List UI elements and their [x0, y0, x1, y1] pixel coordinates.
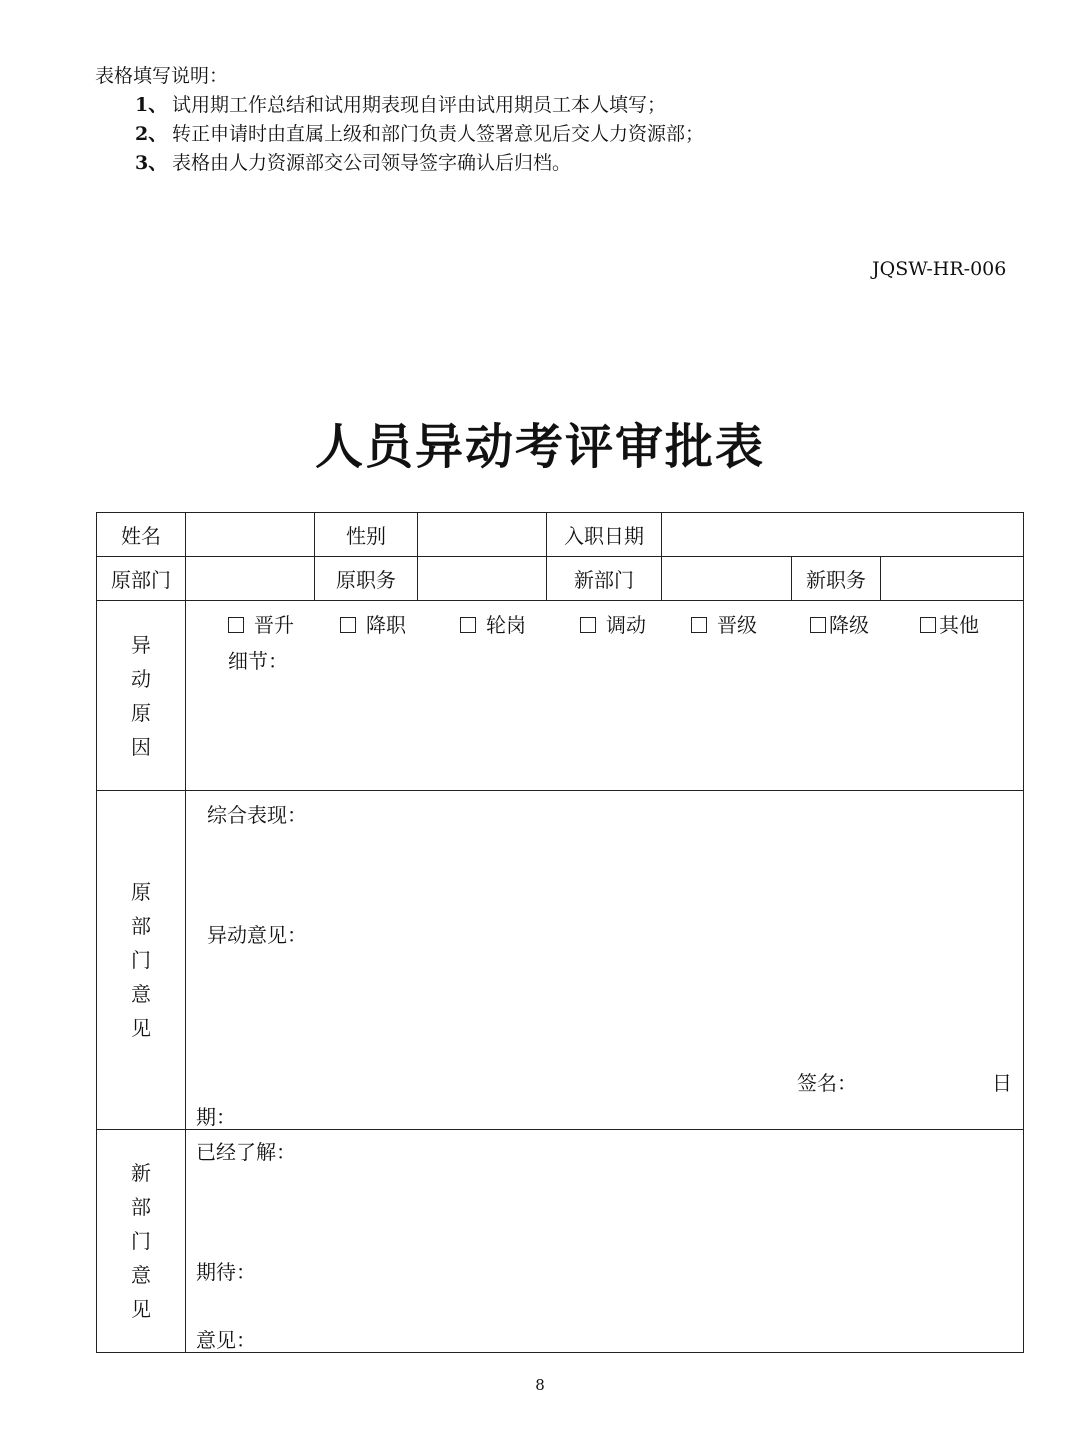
option-rotation[interactable]: 轮岗 — [460, 609, 526, 638]
option-grade-up[interactable]: 晋级 — [691, 609, 757, 638]
checkbox-icon[interactable] — [691, 617, 707, 633]
transfer-opinion-label: 异动意见： — [207, 923, 307, 947]
hire-date-label: 入职日期 — [547, 513, 662, 557]
instruction-text: 表格由人力资源部交公司领导签字确认后归档。 — [172, 152, 572, 174]
form-title: 人员异动考评审批表 — [314, 419, 765, 475]
instruction-number: 1、 — [135, 94, 168, 116]
checkbox-icon[interactable] — [810, 617, 826, 633]
orig-dept-field[interactable] — [186, 557, 315, 601]
orig-pos-field[interactable] — [418, 557, 547, 601]
instructions — [95, 62, 704, 178]
expectation-label: 期待： — [196, 1260, 256, 1284]
reason-cell[interactable] — [186, 601, 1024, 791]
gender-field[interactable] — [418, 513, 547, 557]
gender-label: 性别 — [315, 513, 418, 557]
option-promotion[interactable]: 晋升 — [228, 609, 294, 638]
instruction-text: 转正申请时由直属上级和部门负责人签署意见后交人力资源部； — [172, 123, 705, 145]
hire-date-field[interactable] — [662, 513, 1024, 557]
new-pos-label: 新职务 — [792, 557, 881, 601]
instruction-item — [95, 149, 704, 178]
instructions-title: 表格填写说明： — [95, 65, 229, 87]
new-dept-field[interactable] — [662, 557, 792, 601]
option-other[interactable]: 其他 — [920, 609, 979, 638]
checkbox-icon[interactable] — [460, 617, 476, 633]
orig-dept-label: 原部门 — [97, 557, 186, 601]
new-opinion-cell[interactable] — [186, 1130, 1024, 1353]
orig-opinion-label: 原 部 门 意 见 — [97, 791, 186, 1130]
option-transfer[interactable]: 调动 — [580, 609, 646, 638]
document-code: JQSW-HR-006 — [872, 258, 1007, 280]
instruction-text: 试用期工作总结和试用期表现自评由试用期员工本人填写； — [172, 94, 667, 116]
form-table — [96, 512, 1024, 1353]
approval-form — [96, 512, 1023, 1351]
name-label: 姓名 — [97, 513, 186, 557]
new-dept-label: 新部门 — [547, 557, 662, 601]
date-label-part1: 日 — [992, 1071, 1012, 1095]
detail-label: 细节： — [228, 649, 288, 673]
instruction-number: 2、 — [135, 123, 168, 145]
name-field[interactable] — [186, 513, 315, 557]
orig-pos-label: 原职务 — [315, 557, 418, 601]
date-label-part2: 期： — [196, 1105, 236, 1129]
page-number: 8 — [535, 1376, 545, 1394]
checkbox-icon[interactable] — [580, 617, 596, 633]
checkbox-icon[interactable] — [228, 617, 244, 633]
instruction-item — [95, 91, 704, 120]
understood-label: 已经了解： — [196, 1140, 296, 1164]
signature-label: 签名： — [797, 1071, 857, 1095]
performance-label: 综合表现： — [207, 803, 307, 827]
new-opinion-label: 新 部 门 意 见 — [97, 1130, 186, 1353]
checkbox-icon[interactable] — [920, 617, 936, 633]
option-grade-down[interactable]: 降级 — [810, 609, 869, 638]
reason-label: 异 动 原 因 — [97, 601, 186, 791]
option-demotion[interactable]: 降职 — [340, 609, 406, 638]
checkbox-icon[interactable] — [340, 617, 356, 633]
instruction-number: 3、 — [135, 152, 168, 174]
opinion-label: 意见： — [196, 1328, 256, 1352]
instruction-item — [95, 120, 704, 149]
orig-opinion-cell[interactable] — [186, 791, 1024, 1130]
new-pos-field[interactable] — [881, 557, 1024, 601]
